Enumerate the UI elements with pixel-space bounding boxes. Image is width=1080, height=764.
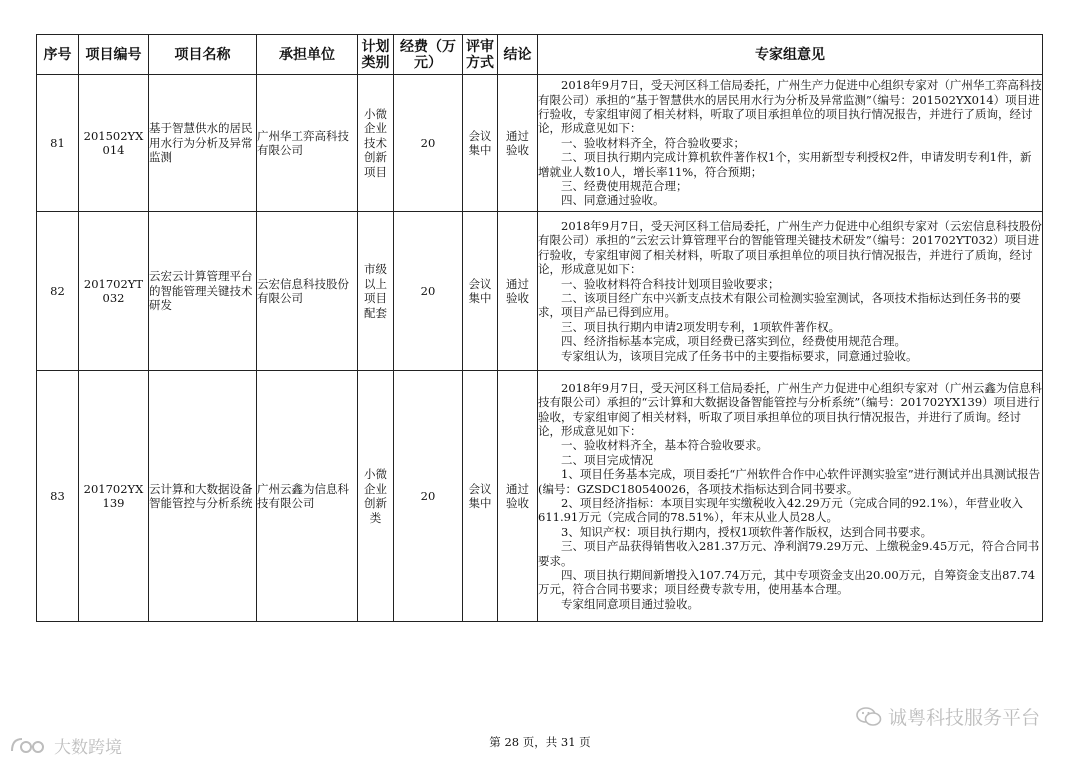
opinion-line: 二、项目执行期内完成计算机软件著作权1个，实用新型专利授权2件，申请发明专利1件，新增就业人数10人，增长率11%，符合预期； bbox=[538, 150, 1032, 179]
cell-funding: 20 bbox=[394, 75, 463, 212]
opinion-line: 三、项目产品获得销售收入281.37万元、净利润79.29万元、上缴税金9.45万元，符合合同书要求。 bbox=[538, 539, 1040, 568]
opinion-line: 2、项目经济指标：本项目实现年实缴税收入42.29万元（完成合同的92.1%），年营业收入611.91万元（完成合同的78.51%），年末从业人员28人。 bbox=[538, 496, 1024, 525]
opinion-line: 3、知识产权：项目执行期内，授权1项软件著作版权，达到合同书要求。 bbox=[561, 524, 933, 539]
header-opinion: 专家组意见 bbox=[538, 35, 1043, 75]
opinion-line: 一、验收材料符合科技计划项目验收要求； bbox=[561, 276, 780, 291]
cell-name: 云宏云计算管理平台的智能管理关键技术研发 bbox=[149, 212, 257, 371]
header-funding: 经费（万元） bbox=[394, 35, 463, 75]
opinion-line: 二、该项目经广东中兴新支点技术有限公司检测实验室测试，各项技术指标达到任务书的要求，项目产品已得到应用。 bbox=[538, 291, 1021, 320]
opinion-line: 一、验收材料齐全，符合验收要求； bbox=[561, 135, 745, 150]
wechat-icon bbox=[856, 707, 882, 727]
cell-funding: 20 bbox=[394, 371, 463, 622]
cell-category: 小微企业创新类 bbox=[358, 371, 394, 622]
header-name: 项目名称 bbox=[149, 35, 257, 75]
opinion-line: 四、经济指标基本完成，项目经费已落实到位，经费使用规范合理。 bbox=[561, 334, 906, 349]
opinion-line: 三、项目执行期内申请2项发明专利，1项软件著作权。 bbox=[561, 319, 841, 334]
opinion-line: 2018年9月7日，受天河区科工信局委托，广州生产力促进中心组织专家对（广州云鑫为信息科技有限公司）承担的“云计算和大数据设备智能管控与分析系统”（编号：201702YX139）项目进行验收，专家组审阅了相关材料，听取了项目承担单位的项目执行情况报告，并进行了质询。经讨论，形成意见如下： bbox=[538, 380, 1042, 438]
opinion-line: 2018年9月7日，受天河区科工信局委托，广州生产力促进中心组织专家对（云宏信息科技股份有限公司）承担的“云宏云计算管理平台的智能管理关键技术研发”（编号：201702YT032）项目进行验收，专家组审阅了相关材料，听取了项目承担单位的项目执行情况报告，并进行了质询，经讨论，形成意见如下： bbox=[538, 218, 1042, 277]
table-row bbox=[37, 212, 1043, 371]
cell-no: 81 bbox=[37, 75, 79, 212]
watermark-right bbox=[856, 703, 1040, 730]
cell-unit: 云宏信息科技股份有限公司 bbox=[257, 212, 358, 371]
cell-code: 201502YX014 bbox=[79, 75, 149, 212]
opinion-line: 1、项目任务基本完成，项目委托“广州软件合作中心软件评测实验室”进行测试并出具测试报告(编号：GZSDC180540026，各项技术指标达到合同书要求。 bbox=[538, 467, 1041, 496]
opinion-line: 专家组认为，该项目完成了任务书中的主要指标要求，同意通过验收。 bbox=[561, 348, 918, 363]
cell-no: 82 bbox=[37, 212, 79, 371]
cell-category: 小微企业技术创新项目 bbox=[358, 75, 394, 212]
watermark-left-text: 大数跨境 bbox=[54, 738, 122, 758]
cell-name: 基于智慧供水的居民用水行为分析及异常监测 bbox=[149, 75, 257, 212]
opinion-line: 三、经费使用规范合理； bbox=[561, 179, 688, 194]
opinion-line: 2018年9月7日，受天河区科工信局委托，广州生产力促进中心组织专家对（广州华工弈高科技有限公司）承担的“基于智慧供水的居民用水行为分析及异常监测”（编号：201502YX014）项目进行验收，专家组审阅了相关材料，听取了项目承担单位的项目执行情况报告，并进行了质询，经讨论，形成意见如下： bbox=[538, 78, 1042, 136]
header-code: 项目编号 bbox=[79, 35, 149, 75]
cell-conclusion: 通过验收 bbox=[498, 212, 538, 371]
header-method: 评审方式 bbox=[463, 35, 498, 75]
cell-funding: 20 bbox=[394, 212, 463, 371]
cell-conclusion: 通过验收 bbox=[498, 75, 538, 212]
table-row bbox=[37, 75, 1043, 212]
cell-no: 83 bbox=[37, 371, 79, 622]
cell-category: 市级以上项目配套 bbox=[358, 212, 394, 371]
page-footer: 第 28 页，共 31 页 bbox=[489, 735, 591, 749]
header-unit: 承担单位 bbox=[257, 35, 358, 75]
header-no: 序号 bbox=[37, 35, 79, 75]
opinion-line: 一、验收材料齐全，基本符合验收要求。 bbox=[561, 438, 768, 453]
cell-method: 会议集中 bbox=[463, 75, 498, 212]
header-conclusion: 结论 bbox=[498, 35, 538, 75]
cell-code: 201702YX139 bbox=[79, 371, 149, 622]
cell-unit: 广州华工弈高科技有限公司 bbox=[257, 75, 358, 212]
opinion-line: 专家组同意项目通过验收。 bbox=[561, 596, 699, 611]
cell-name: 云计算和大数据设备智能管控与分析系统 bbox=[149, 371, 257, 622]
watermark-right-text: 诚粤科技服务平台 bbox=[887, 707, 1040, 729]
cell-opinion bbox=[538, 75, 1043, 212]
cell-code: 201702YT032 bbox=[79, 212, 149, 371]
cell-method: 会议集中 bbox=[463, 371, 498, 622]
table-row bbox=[37, 371, 1043, 622]
project-acceptance-table bbox=[36, 34, 1043, 622]
table-header-row bbox=[37, 35, 1043, 75]
opinion-line: 二、项目完成情况 bbox=[561, 452, 653, 467]
cell-opinion bbox=[538, 212, 1043, 371]
cell-method: 会议集中 bbox=[463, 212, 498, 371]
opinion-line: 四、同意通过验收。 bbox=[561, 193, 665, 208]
header-category: 计划类别 bbox=[358, 35, 394, 75]
cell-conclusion: 通过验收 bbox=[498, 371, 538, 622]
cell-unit: 广州云鑫为信息科技有限公司 bbox=[257, 371, 358, 622]
opinion-line: 四、项目执行期间新增投入107.74万元，其中专项资金支出20.00万元，自筹资金支出87.74万元，符合合同书要求；项目经费专款专用，使用基本合理。 bbox=[538, 568, 1036, 597]
cell-opinion bbox=[538, 371, 1043, 622]
